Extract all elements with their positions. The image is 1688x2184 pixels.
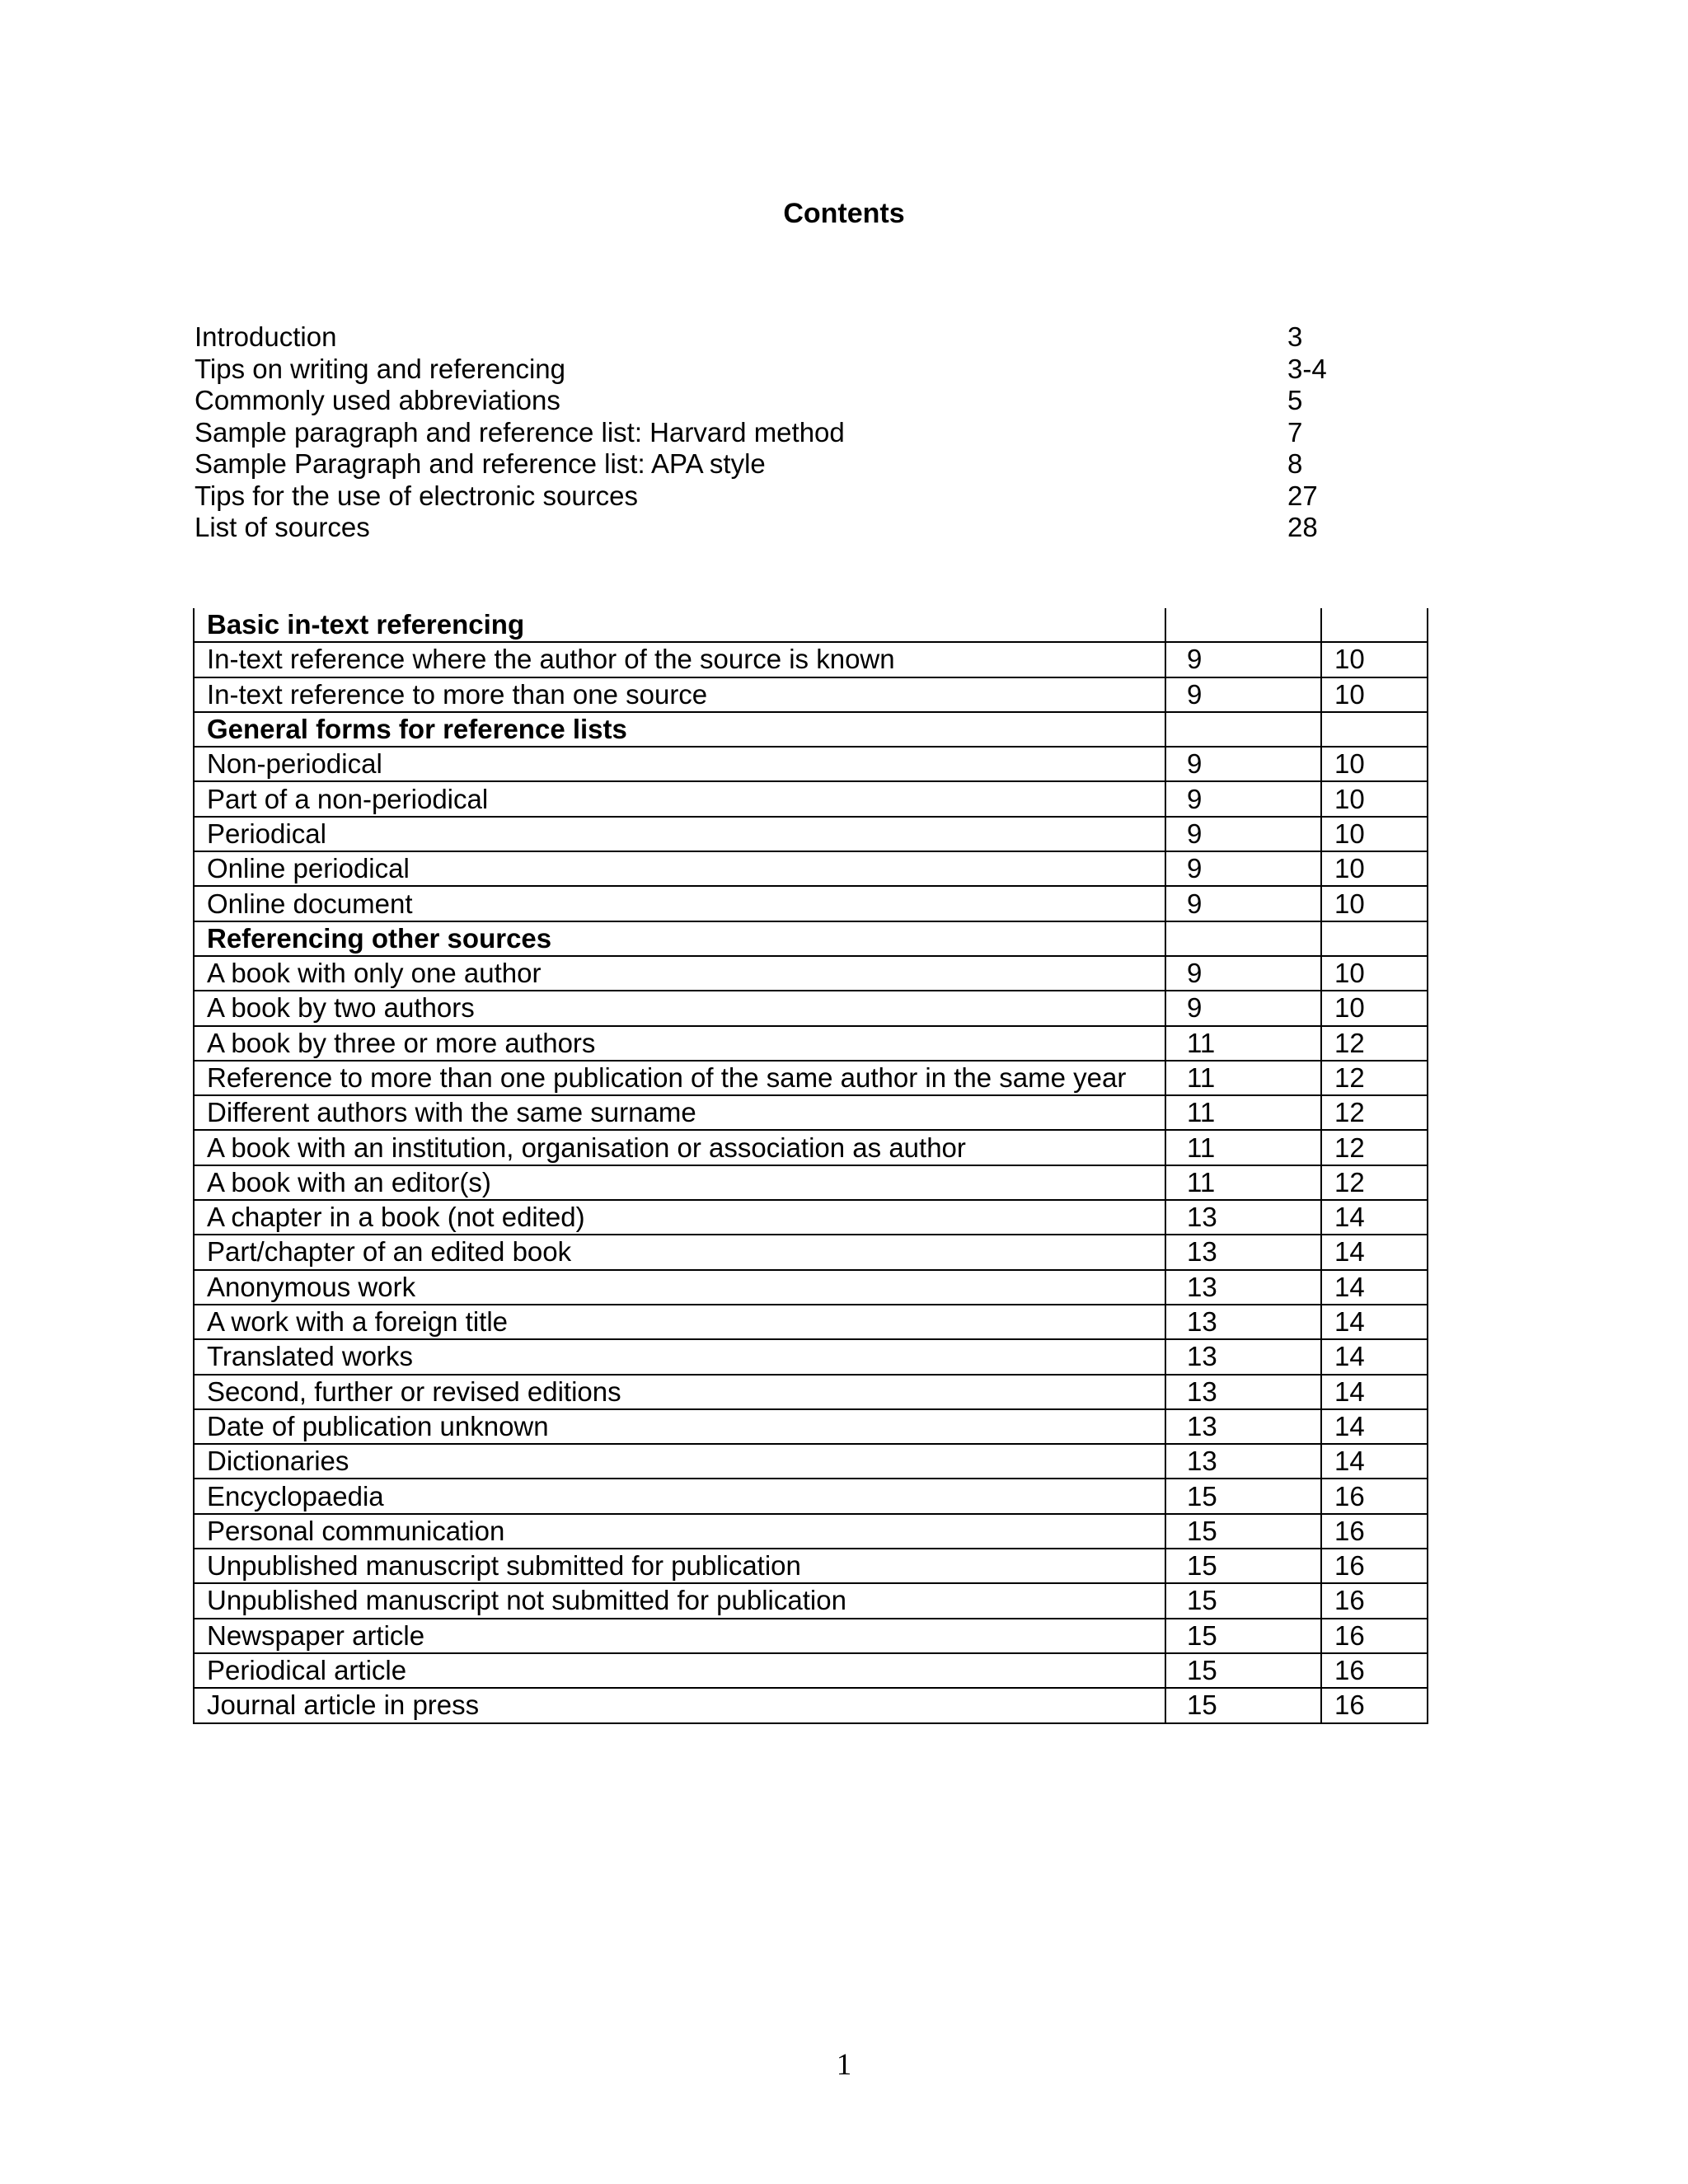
toc-entry-label: Sample paragraph and reference list: Harvard method bbox=[195, 416, 845, 448]
row-page-a bbox=[1165, 608, 1321, 642]
table-row bbox=[194, 817, 1428, 851]
row-page-a: 15 bbox=[1165, 1479, 1321, 1513]
table-row bbox=[194, 1130, 1428, 1165]
row-page-b: 12 bbox=[1321, 1095, 1428, 1130]
contents-list bbox=[195, 321, 1431, 544]
table-row bbox=[194, 1165, 1428, 1200]
table-row bbox=[194, 781, 1428, 816]
row-page-b: 10 bbox=[1321, 817, 1428, 851]
row-page-b: 10 bbox=[1321, 991, 1428, 1025]
row-page-a: 9 bbox=[1165, 677, 1321, 712]
row-page-b: 10 bbox=[1321, 886, 1428, 921]
table-section-heading-row bbox=[194, 608, 1428, 642]
row-page-b: 14 bbox=[1321, 1444, 1428, 1479]
row-page-a bbox=[1165, 921, 1321, 956]
toc-entry bbox=[195, 321, 1431, 354]
toc-entry-page: 27 bbox=[1287, 480, 1318, 511]
row-label: Dictionaries bbox=[194, 1444, 1165, 1479]
row-page-b: 12 bbox=[1321, 1026, 1428, 1061]
row-page-a: 9 bbox=[1165, 991, 1321, 1025]
table-row bbox=[194, 1200, 1428, 1235]
row-page-a: 9 bbox=[1165, 817, 1321, 851]
table-row bbox=[194, 886, 1428, 921]
row-label: Referencing other sources bbox=[194, 921, 1165, 956]
row-label: A book by two authors bbox=[194, 991, 1165, 1025]
table-row bbox=[194, 1549, 1428, 1583]
row-label: Reference to more than one publication of the same author in the same year bbox=[194, 1061, 1165, 1095]
toc-entry-page: 5 bbox=[1287, 385, 1303, 415]
table-row bbox=[194, 1619, 1428, 1653]
row-page-a: 11 bbox=[1165, 1165, 1321, 1200]
row-page-a: 11 bbox=[1165, 1130, 1321, 1165]
reference-types-table bbox=[193, 608, 1428, 1724]
table-row bbox=[194, 956, 1428, 991]
table-row bbox=[194, 1339, 1428, 1374]
row-label: A book by three or more authors bbox=[194, 1026, 1165, 1061]
row-label: In-text reference where the author of the source is known bbox=[194, 642, 1165, 677]
row-page-b: 16 bbox=[1321, 1583, 1428, 1618]
row-label: A book with an editor(s) bbox=[194, 1165, 1165, 1200]
row-label: Personal communication bbox=[194, 1514, 1165, 1549]
row-page-b: 14 bbox=[1321, 1409, 1428, 1444]
table-row bbox=[194, 747, 1428, 781]
table-row bbox=[194, 1026, 1428, 1061]
row-page-a: 15 bbox=[1165, 1619, 1321, 1653]
row-page-a: 11 bbox=[1165, 1026, 1321, 1061]
toc-entry-label: Introduction bbox=[195, 321, 337, 352]
table-row bbox=[194, 1653, 1428, 1688]
row-page-a: 13 bbox=[1165, 1444, 1321, 1479]
toc-entry-page: 3-4 bbox=[1287, 353, 1327, 384]
page-number: 1 bbox=[836, 2048, 852, 2082]
table-row bbox=[194, 1061, 1428, 1095]
row-label: General forms for reference lists bbox=[194, 712, 1165, 747]
row-page-b: 16 bbox=[1321, 1549, 1428, 1583]
row-page-a: 9 bbox=[1165, 886, 1321, 921]
row-page-b: 12 bbox=[1321, 1130, 1428, 1165]
row-page-b: 14 bbox=[1321, 1270, 1428, 1305]
row-label: Non-periodical bbox=[194, 747, 1165, 781]
row-page-a: 9 bbox=[1165, 956, 1321, 991]
row-page-b: 12 bbox=[1321, 1061, 1428, 1095]
row-page-b: 10 bbox=[1321, 642, 1428, 677]
toc-entry-page: 28 bbox=[1287, 512, 1318, 542]
row-page-b bbox=[1321, 712, 1428, 747]
row-page-b: 10 bbox=[1321, 677, 1428, 712]
row-page-b: 14 bbox=[1321, 1235, 1428, 1269]
row-label: Unpublished manuscript not submitted for publication bbox=[194, 1583, 1165, 1618]
row-label: Different authors with the same surname bbox=[194, 1095, 1165, 1130]
row-page-a: 9 bbox=[1165, 781, 1321, 816]
row-page-b bbox=[1321, 921, 1428, 956]
row-label: Translated works bbox=[194, 1339, 1165, 1374]
row-page-b: 16 bbox=[1321, 1619, 1428, 1653]
row-page-b: 14 bbox=[1321, 1305, 1428, 1339]
table-row bbox=[194, 1235, 1428, 1269]
row-page-b bbox=[1321, 608, 1428, 642]
row-page-a: 9 bbox=[1165, 851, 1321, 886]
row-label: In-text reference to more than one source bbox=[194, 677, 1165, 712]
row-page-b: 10 bbox=[1321, 747, 1428, 781]
row-page-a: 15 bbox=[1165, 1514, 1321, 1549]
row-page-b: 12 bbox=[1321, 1165, 1428, 1200]
row-page-a bbox=[1165, 712, 1321, 747]
row-page-a: 15 bbox=[1165, 1653, 1321, 1688]
toc-entry-label: Tips on writing and referencing bbox=[195, 353, 566, 384]
row-page-b: 14 bbox=[1321, 1200, 1428, 1235]
table-row bbox=[194, 1583, 1428, 1618]
table-row bbox=[194, 1409, 1428, 1444]
toc-entry-label: Sample Paragraph and reference list: APA style bbox=[195, 448, 766, 479]
row-page-a: 13 bbox=[1165, 1375, 1321, 1409]
row-page-b: 16 bbox=[1321, 1653, 1428, 1688]
table-row bbox=[194, 991, 1428, 1025]
row-page-a: 13 bbox=[1165, 1200, 1321, 1235]
row-page-b: 16 bbox=[1321, 1514, 1428, 1549]
row-page-b: 10 bbox=[1321, 956, 1428, 991]
row-label: Encyclopaedia bbox=[194, 1479, 1165, 1513]
row-label: Anonymous work bbox=[194, 1270, 1165, 1305]
row-page-a: 9 bbox=[1165, 642, 1321, 677]
row-label: Periodical bbox=[194, 817, 1165, 851]
row-page-a: 13 bbox=[1165, 1235, 1321, 1269]
toc-entry-label: Tips for the use of electronic sources bbox=[195, 480, 639, 511]
toc-entry bbox=[195, 480, 1431, 513]
row-label: Periodical article bbox=[194, 1653, 1165, 1688]
toc-entry bbox=[195, 354, 1431, 386]
table-row bbox=[194, 1479, 1428, 1513]
row-page-b: 14 bbox=[1321, 1339, 1428, 1374]
table-row bbox=[194, 642, 1428, 677]
toc-entry-page: 7 bbox=[1287, 416, 1303, 448]
row-label: Part of a non-periodical bbox=[194, 781, 1165, 816]
row-page-a: 11 bbox=[1165, 1095, 1321, 1130]
toc-entry-label: List of sources bbox=[195, 512, 370, 542]
row-label: Journal article in press bbox=[194, 1688, 1165, 1722]
row-page-a: 15 bbox=[1165, 1549, 1321, 1583]
row-page-b: 10 bbox=[1321, 851, 1428, 886]
table-row bbox=[194, 1688, 1428, 1722]
page-title: Contents bbox=[783, 198, 905, 229]
row-page-a: 13 bbox=[1165, 1305, 1321, 1339]
row-page-a: 13 bbox=[1165, 1409, 1321, 1444]
row-page-a: 15 bbox=[1165, 1583, 1321, 1618]
toc-entry-page: 3 bbox=[1287, 321, 1303, 352]
row-label: A book with an institution, organisation or association as author bbox=[194, 1130, 1165, 1165]
row-page-b: 16 bbox=[1321, 1479, 1428, 1513]
table-row bbox=[194, 1095, 1428, 1130]
row-page-a: 13 bbox=[1165, 1339, 1321, 1374]
toc-entry bbox=[195, 385, 1431, 417]
table-section-heading-row bbox=[194, 921, 1428, 956]
table-row bbox=[194, 1444, 1428, 1479]
row-page-a: 15 bbox=[1165, 1688, 1321, 1722]
row-page-a: 13 bbox=[1165, 1270, 1321, 1305]
table-row bbox=[194, 1375, 1428, 1409]
toc-entry bbox=[195, 448, 1431, 480]
row-label: Part/chapter of an edited book bbox=[194, 1235, 1165, 1269]
toc-entry bbox=[195, 417, 1431, 449]
table-row bbox=[194, 1270, 1428, 1305]
row-page-a: 9 bbox=[1165, 747, 1321, 781]
row-page-b: 14 bbox=[1321, 1375, 1428, 1409]
table-section-heading-row bbox=[194, 712, 1428, 747]
row-label: Second, further or revised editions bbox=[194, 1375, 1165, 1409]
table-row bbox=[194, 1305, 1428, 1339]
row-page-b: 16 bbox=[1321, 1688, 1428, 1722]
row-label: Unpublished manuscript submitted for publication bbox=[194, 1549, 1165, 1583]
table-row bbox=[194, 851, 1428, 886]
row-label: A work with a foreign title bbox=[194, 1305, 1165, 1339]
toc-entry-label: Commonly used abbreviations bbox=[195, 385, 560, 415]
table-row bbox=[194, 677, 1428, 712]
row-page-a: 11 bbox=[1165, 1061, 1321, 1095]
table-row bbox=[194, 1514, 1428, 1549]
row-label: Date of publication unknown bbox=[194, 1409, 1165, 1444]
row-label: Online periodical bbox=[194, 851, 1165, 886]
toc-entry bbox=[195, 512, 1431, 544]
row-label: Newspaper article bbox=[194, 1619, 1165, 1653]
row-page-b: 10 bbox=[1321, 781, 1428, 816]
row-label: Basic in-text referencing bbox=[194, 608, 1165, 642]
row-label: Online document bbox=[194, 886, 1165, 921]
row-label: A book with only one author bbox=[194, 956, 1165, 991]
toc-entry-page: 8 bbox=[1287, 448, 1303, 479]
row-label: A chapter in a book (not edited) bbox=[194, 1200, 1165, 1235]
